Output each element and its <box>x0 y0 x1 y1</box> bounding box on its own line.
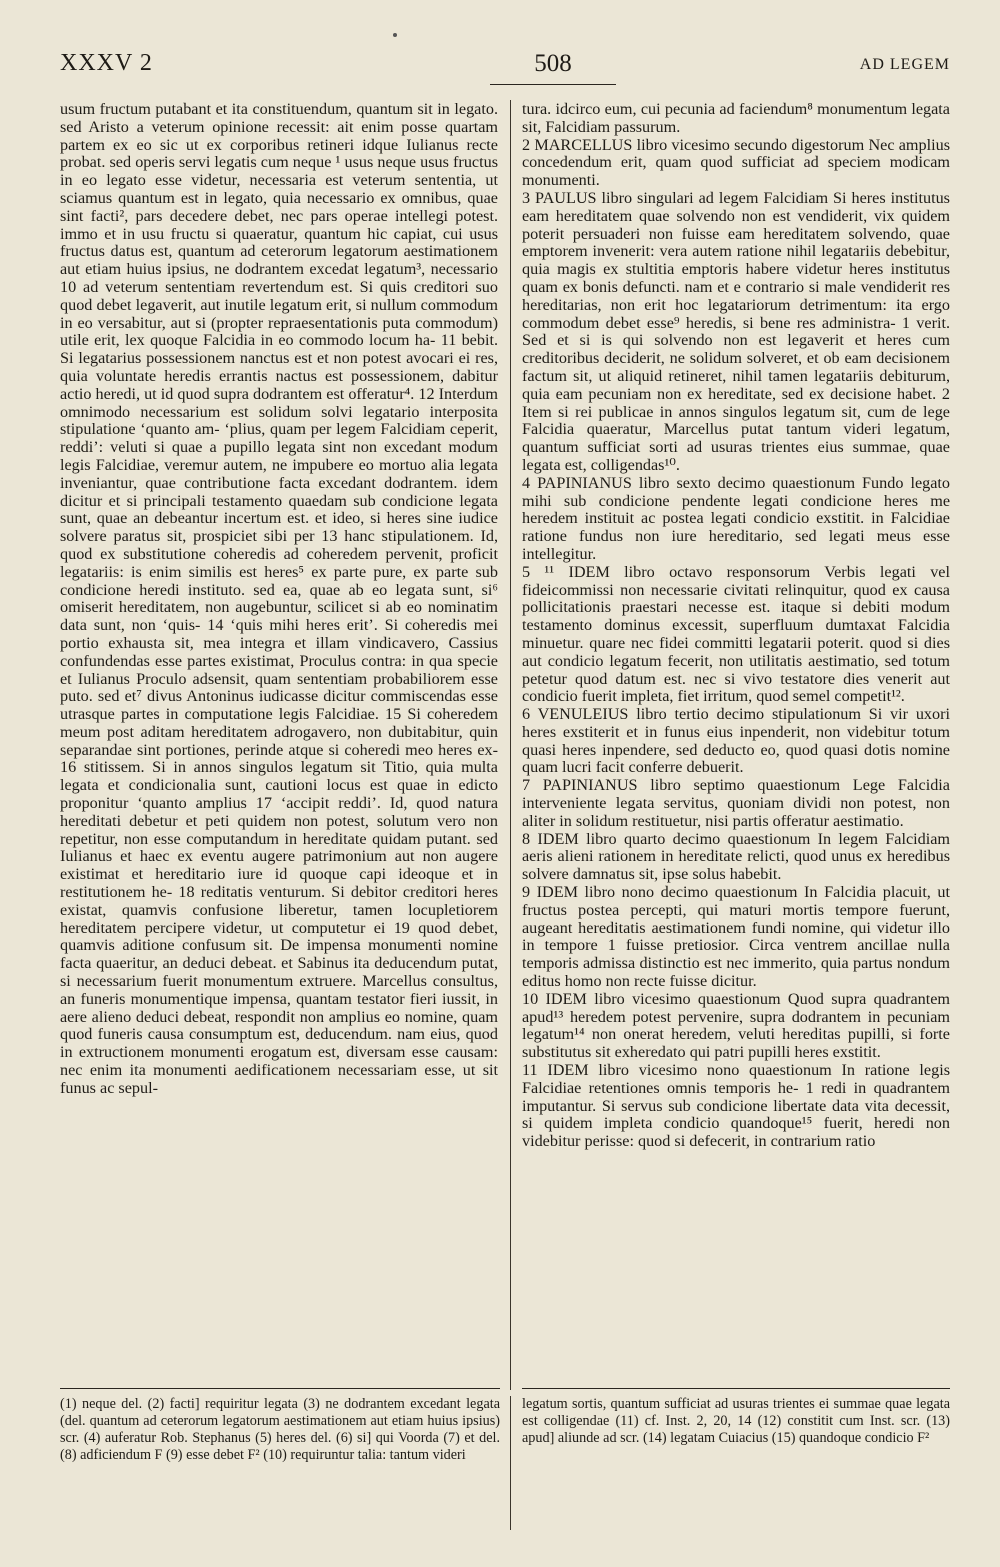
right-fragment-3: 3 PAULUS libro singulari ad legem Falcidiam Si heres institutus eam hereditatem quae solvendo non est vendiderit, vix quidem poterit persuaderi non fuisse eam hereditatem solvendo, quae emptorem invenerit: vera autem ratione nihil legatariis debebitur, quia magis ex stultitia emptoris habere videtur heres institutus quam ex bonis defuncti. nam et e contrario si male vendiderit res hereditarias, non erit hoc legatariorum detrimentum: ita ergo commodum debet esse⁹ heredis, si bene res administra- 1 verit. Sed et si is qui solvendo non est legaverit et heres cum creditoribus deciderit, ne solidum solveret, et ob eam decisionem factum sit, ut aliquid retineret, nihil tamen legatariis debiturum, quia eam pecuniam non ex hereditate, sed ex decisione habet. 2 Item si rei publicae in annos singulos legatum sit, cum de lege Falcidia quaeratur, Marcellus putat tantum videri legatum, quantum sufficiat sorti ad usuras trientes eius summae, quae legata est, colligendas¹⁰. <box>522 188 950 474</box>
right-fragment-11: 11 IDEM libro vicesimo nono quaestionum In ratione legis Falcidiae retentiones omnis temporis he- 1 redi in quadrantem imputantur. Si servus sub condicione libertate data vita decessit, si quidem impleta condicio quandoque¹⁵ fuerit, heredi non videbitur perisse: quod si defecerit, in contrarium ratio <box>522 1061 950 1151</box>
page-number-rule <box>490 84 616 85</box>
footnote-rule-right <box>522 1388 950 1389</box>
page-number: 508 <box>534 50 572 77</box>
column-divider <box>510 100 511 1390</box>
left-text: usum fructum putabant et ita constituendum, quantum sit in legato. sed Aristo a veterum opinione recessit: ait enim posse quartam partem ex eo sic ut ex corporibus retineri idque Iulianus recte probat. sed operis servi legatis cum neque ¹ usus neque usus fructus in eo legato esse videtur, necessaria est veterum sententia, ut sciamus quantum est in legato, quia necessario ex omnibus, quae sint facti², pars decedere debet, nec pars operae intellegi potest. immo et in usu fructu si quaeratur, quantum hic capiat, cui usus fructus datus est, quantum ad ceterorum legatorum aestimationem aut etiam huius ipsius, ne dodrantem excedat legatum³, necessario 10 ad veterum sententiam revertendum est. Si quis creditori suo quod debet legaverit, aut inutile legatum erit, si nullum commodum in eo versabitur, aut si (propter repraesentationis puta commodum) utile erit, lex quoque Falcidia in eo commodo locum ha- 11 bebit. Si legatarius possessionem nanctus est et non potest avocari ei res, quia voluntate heredis errantis nactus est possessionem, dabitur actio heredi, ut id quod supra dodrantem est offeratur⁴. 12 Interdum omnimodo necessarium est solidum solvi legatario interposita stipulatione ‘quanto am- ‘plius, quam per legem Falcidiam ceperit, reddi’: veluti si quae a pupillo legata sint non excedant modum legis Falcidiae, veremur autem, ne impubere eo mortuo alia legata inveniantur, quae contributione facta excedant dodrantem. idem dicitur et si principali testamento quaedam sub condicione legata sunt, quae an debeantur incertum est. et ideo, si heres sine iudice solvere paratus sit, prospiciet sibi per 13 hanc stipulationem. Id, quod ex substitutione coheredis ad coheredem pervenit, proficit legatariis: is enim similis est heres⁵ ex parte pure, ex parte sub condicione heredi instituto. sed ea, quae ab eo legata sunt, si⁶ omiserit hereditatem, non augebuntur, scilicet si ab eo nominatim data sunt, non ‘quis- 14 ‘quis mihi heres erit’. Si coheredis mei portio exhausta sit, mea integra et illam vindicavero, Cassius confundendas esse partes existimat, Proculus contra: in qua specie et Iulianus Proculo adsensit, quam sententiam probabiliorem esse puto. sed et⁷ divus Antoninus iudicasse dicitur commiscendas esse utrasque partes in computatione legis Falcidiae. 15 Si coheredem meum post aditam hereditatem adrogavero, non dubitabitur, quin separandae sint portiones, perinde atque si coheredi meo heres ex- 16 stitissem. Si in annos singulos legatum sit Titio, quia multa legata et condicionalia sunt, cautioni locus est quae in edicto proponitur ‘quanto amplius 17 ‘accipit reddi’. Id, quod natura hereditati debetur et peti quidem non potest, solutum vero non repetitur, non esse computandum in hereditate quidam putant. sed Iulianus et haec ex eventu augere patrimonium aut non augere existimat et hereditario iure id quoque capi ideoque et in restitutionem he- 18 reditatis venturum. Si debitor creditori heres existat, quamvis confusione liberetur, tamen locupletiorem hereditatem percipere videtur, ut computetur ei 19 quod debet, quamvis aditione confusum sit. De impensa monumenti nomine facta quaeritur, an deduci debeat. et Sabinus ita deducendum putat, si necessarium fuerit monumentum extruere. Marcellus consultus, an funeris monumentique impensa, quantam testator fieri iussit, in aere alieno deduci debeat, respondit non amplius eo nomine, quam quod funeris causa consumptum est, deducendum. nam eius, quod in extructionem monumenti erogatum est, diversam esse causam: nec enim ita monumenti aedificationem necessariam esse, ut sit funus ac sepul- <box>60 100 498 1097</box>
right-fragment-9: 9 IDEM libro nono decimo quaestionum In Falcidia placuit, ut fructus postea percepti, qui maturi mortis tempore fuerunt, augeant hereditatis aestimationem fundi nomine, qui videtur illo in tempore 1 fuisse pretiosior. Circa ventrem ancillae nulla temporis admissa distinctio est nec immerito, quia partus nondum editus homo non recte fuisse dicitur. <box>522 883 950 991</box>
left-column <box>60 101 498 1098</box>
footnotes-right: legatum sortis, quantum sufficiat ad usuras trientes ei summae quae legata est colligendae (11) cf. Inst. 2, 20, 14 (12) constitit cum Inst. scr. (13) apud] aliunde ad scr. (14) legatam Cuiacius (15) quandoque condicio F² <box>522 1396 950 1446</box>
footnote-divider <box>510 1396 511 1530</box>
right-fragment-2: 2 MARCELLUS libro vicesimo secundo digestorum Nec amplius concedendum erit, quam quod sufficiat ad speciem modicam monumenti. <box>522 135 950 190</box>
right-text-continuation: tura. idcirco eum, cui pecunia ad faciendum⁸ monumentum legata sit, Falcidiam passurum. <box>522 100 950 136</box>
footnotes-left: (1) neque del. (2) facti] requiritur legata (3) ne dodrantem excedant legata (del. quantum ad ceterorum legatorum aestimationem aut etiam huius ipsius) scr. (4) auferatur Rob. Stephanus (5) heres del. (6) si] qui Voorda (7) et del. (8) adficiendum F (9) esse debet F² (10) requiruntur talia: tantum videri <box>60 1396 500 1463</box>
right-fragment-10: 10 IDEM libro vicesimo quaestionum Quod supra quadrantem apud¹³ heredem potest pervenire, supra dodrantem in pecuniam legatum¹⁴ non onerat heredem, veluti hereditas pupilli, si forte substitutus sit exheredato qui patri pupilli heres exstitit. <box>522 989 950 1062</box>
right-fragment-8: 8 IDEM libro quarto decimo quaestionum In legem Falcidiam aeris alieni rationem in hereditate relicti, quod unus ex heredibus solvere damnatus sit, ipse solus habebit. <box>522 829 950 884</box>
footnote-rule-left <box>60 1388 500 1389</box>
right-column <box>522 101 950 1151</box>
right-fragment-6: 6 VENULEIUS libro tertio decimo stipulationum Si vir uxori heres exstiterit et in funus eius inpenderit, non videbitur totum quasi heres inpendere, sed deducto eo, quod quasi dotis nomine quam lucri facit conferre debuerit. <box>522 705 950 777</box>
printer-mark <box>393 33 397 37</box>
header-title: AD LEGEM <box>859 56 950 73</box>
running-header <box>60 50 950 90</box>
right-fragment-7: 7 PAPINIANUS libro septimo quaestionum Lege Falcidia interveniente legata servitus, quoniam dividi non potest, non aliter in solidum restituetur, nisi partis offeratur aestimatio. <box>522 776 950 830</box>
right-fragment-5: 5 ¹¹ IDEM libro octavo responsorum Verbis legati vel fideicommissi non necessarie civitati relinquitur, quod ex causa pollicitationis praestari necesse est. itaque si debiti modum testamento dominus excessit, superfluum dumtaxat Falcidia minuetur. quare nec fidei committi legatarii poterit. quod si dies aut condicio legatum fecerit, non utilitatis aestimatio, sed totum petetur quod datum est. nec si vivo testatore dies venerit aut condicio fuerit impleta, fiet irritum, quod semel competit¹². <box>522 562 950 706</box>
header-section: XXXV 2 <box>60 50 153 76</box>
right-fragment-4: 4 PAPINIANUS libro sexto decimo quaestionum Fundo legato mihi sub condicione pendente legati condicione heres me heredem instituit ac postea legati condicio exstitit. in Falcidiae ratione fundus non iure hereditario, sed legati meus esse intellegitur. <box>522 473 950 563</box>
